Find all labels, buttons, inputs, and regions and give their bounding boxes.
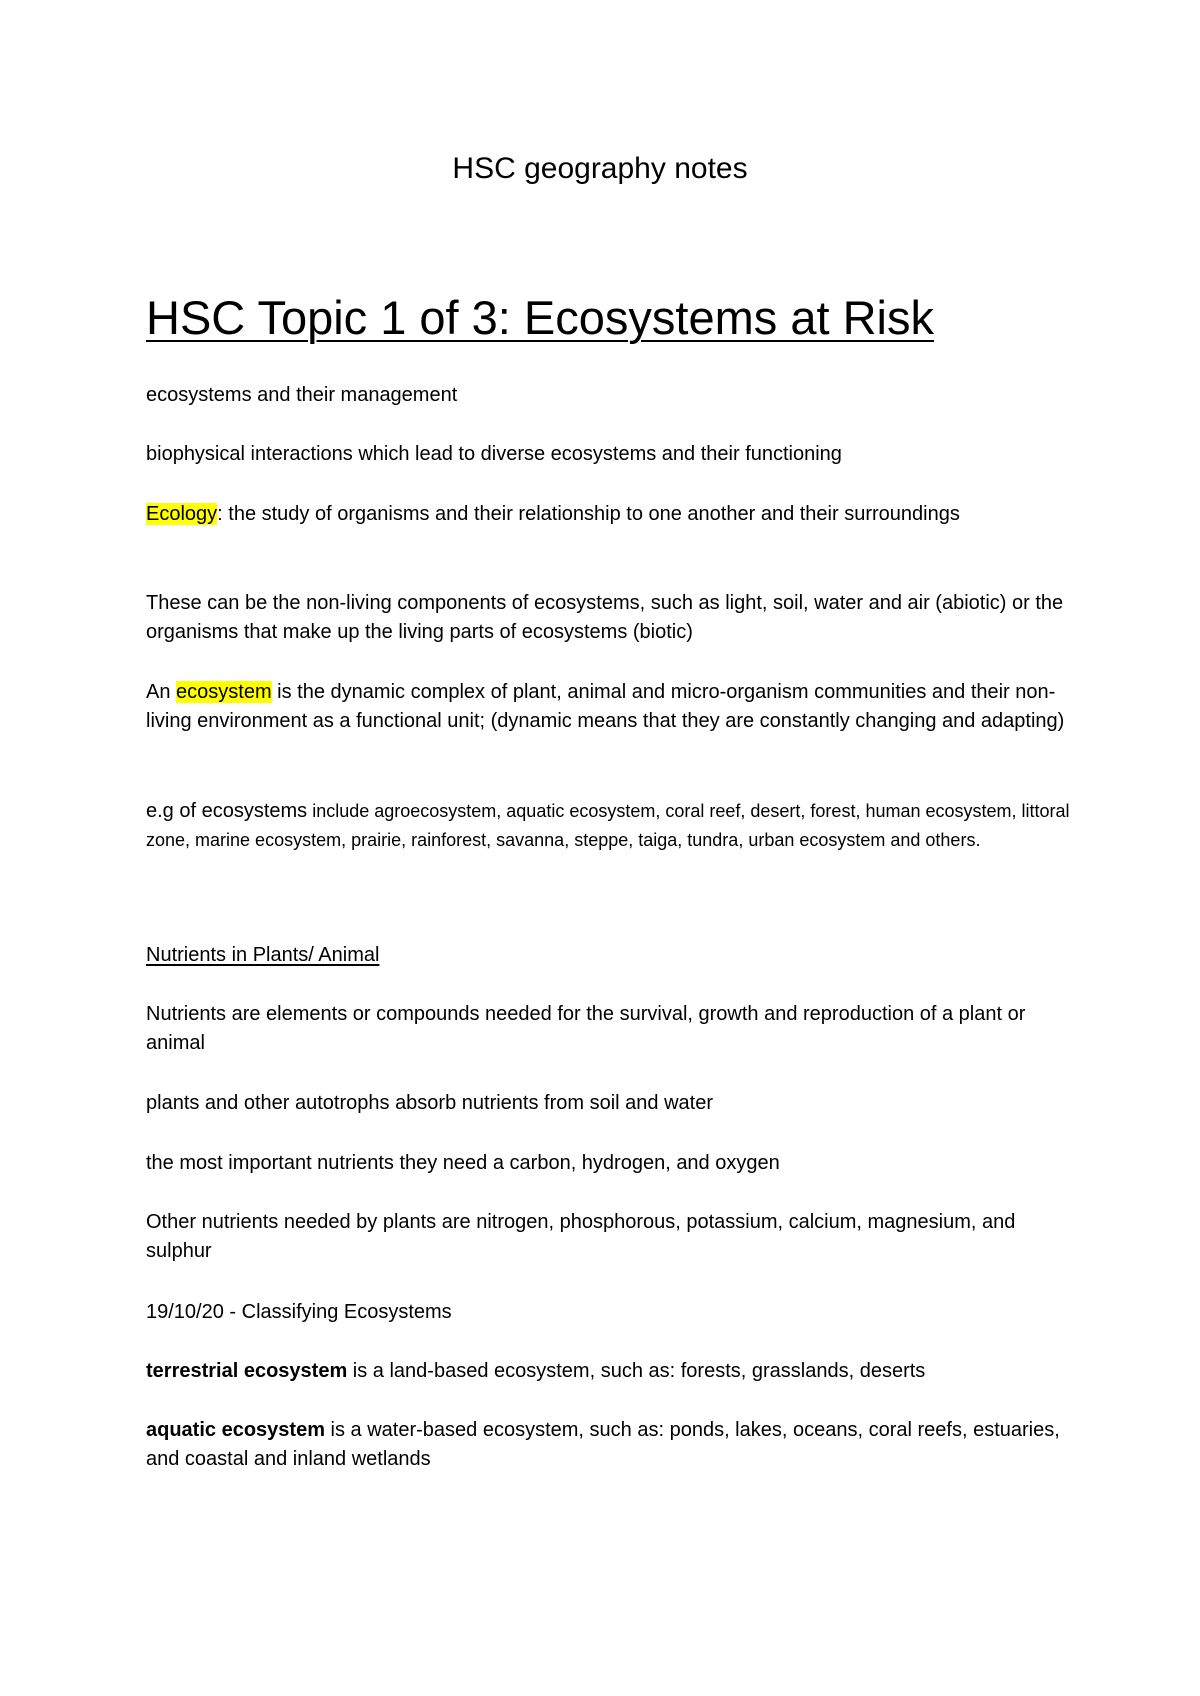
highlighted-term-ecosystem: ecosystem [176,681,272,703]
paragraph-ecosystem-definition [146,678,1076,736]
highlighted-term-ecology: Ecology [146,503,218,525]
paragraph-ecosystems-management: ecosystems and their management [146,384,458,406]
paragraph-important-nutrients: the most important nutrients they need a carbon, hydrogen, and oxygen [146,1152,780,1174]
paragraph-classifying-ecosystems: 19/10/20 - Classifying Ecosystems [146,1301,452,1323]
examples-list: include agroecosystem, aquatic ecosystem, coral reef, desert, forest, human ecosystem, littoral zone, marine ecosystem, prairie, rainforest, savanna, steppe, taiga, tundra, urban ecosystem and others. [146,801,1070,850]
terrestrial-ecosystem-text: is a land-based ecosystem, such as: forests, grasslands, deserts [347,1360,926,1382]
ecology-definition-text: : the study of organisms and their relationship to one another and their surroundings [217,503,960,525]
paragraph-aquatic-ecosystem [146,1416,1076,1474]
examples-lead: e.g of ecosystems [146,800,308,822]
paragraph-other-nutrients: Other nutrients needed by plants are nitrogen, phosphorous, potassium, calcium, magnesium, and sulphur [146,1211,1016,1262]
paragraph-biophysical-interactions: biophysical interactions which lead to diverse ecosystems and their functioning [146,443,842,465]
document-title: HSC geography notes [452,152,748,185]
ecosystem-definition-lead: An [146,681,177,703]
term-aquatic-ecosystem: aquatic ecosystem [146,1419,325,1441]
ecosystem-definition-text: is the dynamic complex of plant, animal and micro-organism communities and their non-living environment as a functional unit; (dynamic means that they are constantly changing and adapting) [146,681,1065,732]
paragraph-ecosystem-examples [146,797,1076,855]
subheading-nutrients [146,941,1076,970]
paragraph-abiotic-biotic: These can be the non-living components of ecosystems, such as light, soil, water and air (abiotic) or the organisms that make up the living parts of ecosystems (biotic) [146,592,1064,643]
aquatic-ecosystem-text: is a water-based ecosystem, such as: ponds, lakes, oceans, coral reefs, estuaries, and coastal and inland wetlands [146,1419,1060,1470]
topic-heading: HSC Topic 1 of 3: Ecosystems at Risk [146,291,934,344]
paragraph-nutrients-definition: Nutrients are elements or compounds needed for the survival, growth and reproduction of a plant or animal [146,1003,1026,1054]
term-terrestrial-ecosystem: terrestrial ecosystem [146,1360,348,1382]
paragraph-terrestrial-ecosystem [146,1357,1076,1386]
paragraph-autotrophs: plants and other autotrophs absorb nutrients from soil and water [146,1092,713,1114]
paragraph-ecology-definition [146,500,1076,529]
subheading-nutrients-text: Nutrients in Plants/ Animal [146,944,380,966]
